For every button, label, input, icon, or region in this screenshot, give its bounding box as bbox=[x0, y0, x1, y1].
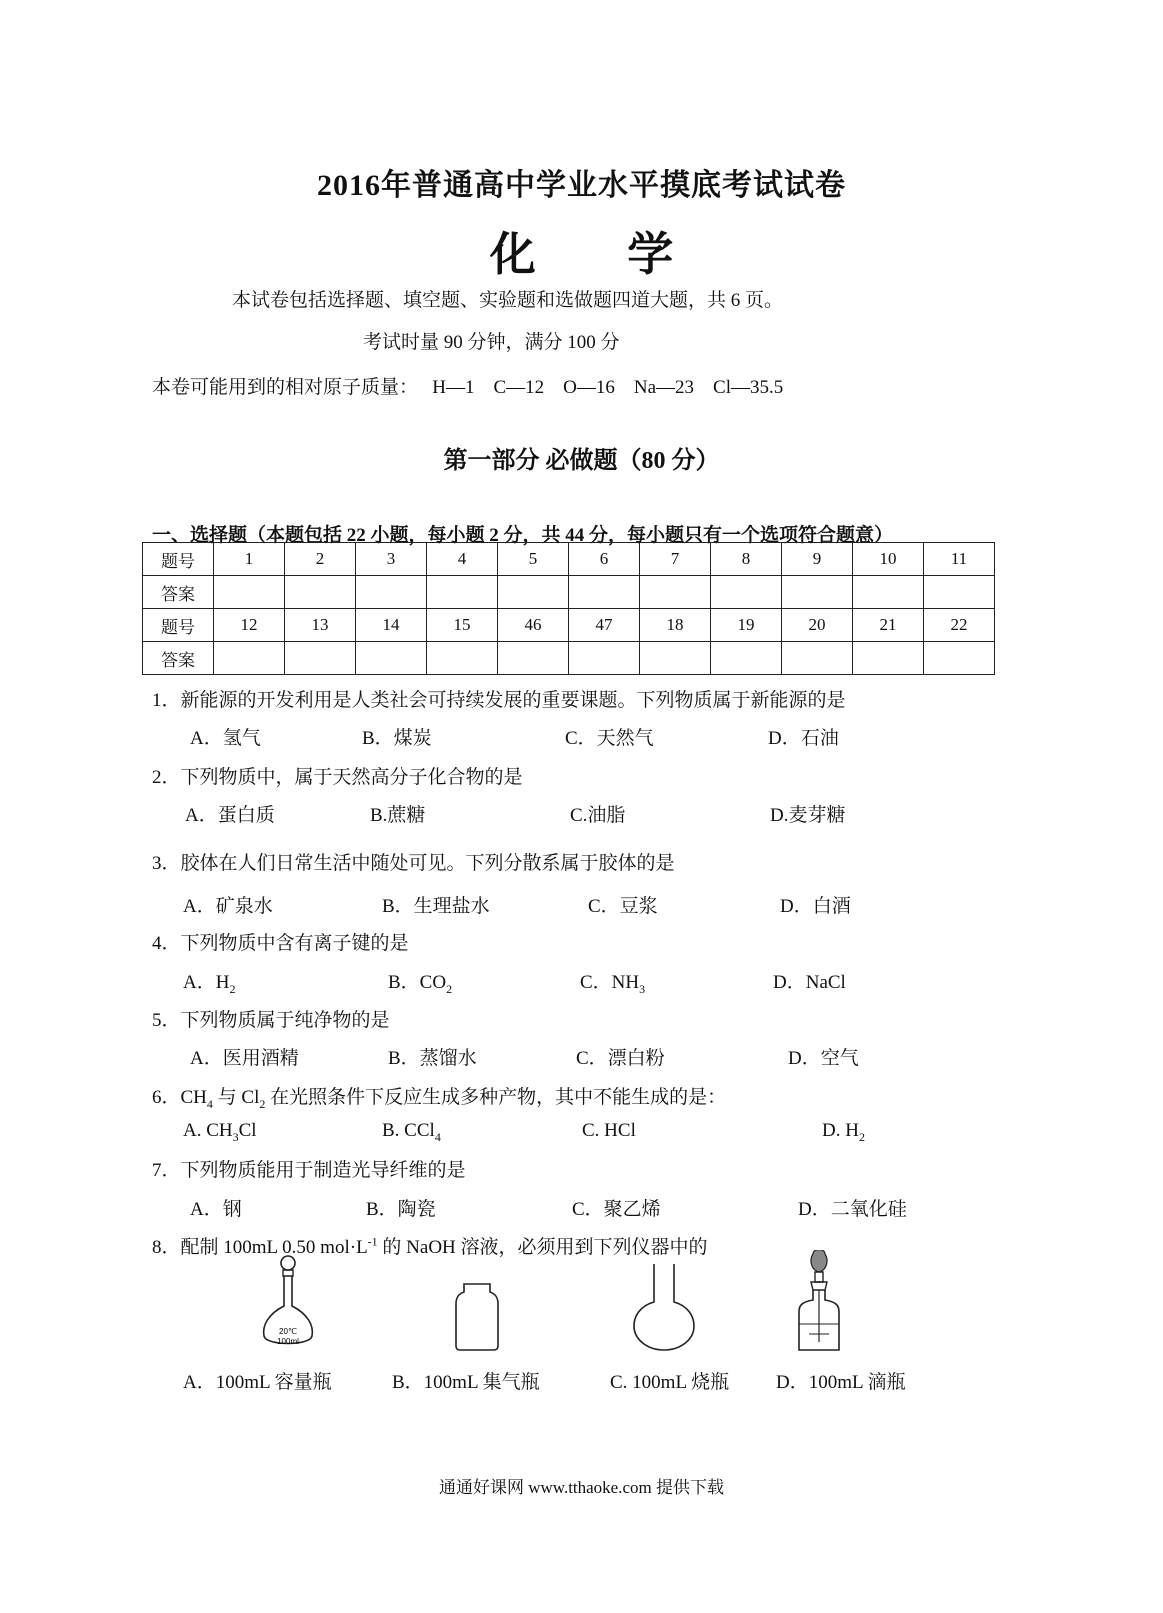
q4-option-a[interactable] bbox=[183, 967, 235, 997]
question-number-cell: 13 bbox=[285, 609, 356, 642]
table-row bbox=[143, 543, 995, 576]
question-number-cell: 11 bbox=[924, 543, 995, 576]
exam-title: 2016年普通高中学业水平摸底考试试卷 bbox=[317, 169, 846, 202]
dropper-bottle-icon bbox=[795, 1250, 843, 1354]
q4-option-d[interactable]: D．NaCl bbox=[773, 972, 846, 993]
part-one-title: 第一部分 必做题（80 分） bbox=[443, 448, 720, 474]
answer-cell[interactable] bbox=[640, 642, 711, 675]
question-number-cell: 47 bbox=[569, 609, 640, 642]
question-5-stem: 5．下列物质属于纯净物的是 bbox=[152, 1010, 390, 1031]
flask-temperature-label: 20℃ bbox=[279, 1327, 297, 1336]
row-label: 题号 bbox=[143, 543, 214, 576]
answer-cell[interactable] bbox=[782, 576, 853, 609]
answer-cell[interactable] bbox=[356, 576, 427, 609]
q7-option-b[interactable]: B．陶瓷 bbox=[366, 1199, 436, 1220]
answer-cell[interactable] bbox=[498, 642, 569, 675]
q4-option-c[interactable] bbox=[580, 967, 645, 997]
option-text: B. CCl bbox=[382, 1120, 435, 1141]
answer-table bbox=[142, 542, 995, 675]
table-row bbox=[143, 642, 995, 675]
answer-cell[interactable] bbox=[356, 642, 427, 675]
question-1-stem: 1．新能源的开发利用是人类社会可持续发展的重要课题。下列物质属于新能源的是 bbox=[152, 690, 846, 711]
atomic-mass-line: 本卷可能用到的相对原子质量： H—1 C—12 O—16 Na—23 Cl—35.5 bbox=[152, 377, 784, 398]
q6-option-d[interactable] bbox=[822, 1120, 865, 1145]
q5-option-c[interactable]: C．漂白粉 bbox=[576, 1048, 665, 1069]
round-bottom-flask-icon bbox=[632, 1262, 696, 1354]
subscript: 3 bbox=[639, 981, 646, 996]
q1-option-b[interactable]: B．煤炭 bbox=[362, 728, 432, 749]
section-one-title: 一、选择题（本题包括 22 小题，每小题 2 分，共 44 分，每小题只有一个选项符合题意） bbox=[152, 525, 894, 546]
row-label: 答案 bbox=[143, 642, 214, 675]
q8-option-a[interactable]: A．100mL 容量瓶 bbox=[183, 1372, 332, 1393]
subscript: 2 bbox=[229, 981, 236, 996]
option-text: Cl bbox=[238, 1120, 257, 1141]
question-number-cell: 20 bbox=[782, 609, 853, 642]
question-number-cell: 14 bbox=[356, 609, 427, 642]
q3-option-c[interactable]: C．豆浆 bbox=[588, 896, 658, 917]
q7-option-d[interactable]: D．二氧化硅 bbox=[798, 1199, 907, 1220]
stem-text: 8．配制 100mL 0.50 mol·L bbox=[152, 1237, 368, 1258]
option-text: D. H bbox=[822, 1120, 859, 1141]
question-number-cell: 7 bbox=[640, 543, 711, 576]
option-text: B．CO bbox=[388, 972, 447, 993]
question-number-cell: 12 bbox=[214, 609, 285, 642]
answer-cell[interactable] bbox=[285, 642, 356, 675]
q8-option-d[interactable]: D．100mL 滴瓶 bbox=[776, 1372, 906, 1393]
question-6-stem bbox=[152, 1082, 726, 1112]
question-number-cell: 6 bbox=[569, 543, 640, 576]
question-4-stem: 4．下列物质中含有离子键的是 bbox=[152, 933, 409, 954]
volumetric-flask-icon bbox=[258, 1254, 318, 1354]
flask-volume-label: 100ml bbox=[277, 1337, 299, 1346]
row-label: 题号 bbox=[143, 609, 214, 642]
question-3-stem: 3．胶体在人们日常生活中随处可见。下列分散系属于胶体的是 bbox=[152, 853, 675, 874]
subscript: 2 bbox=[446, 981, 453, 996]
gas-collection-jar-icon bbox=[454, 1282, 500, 1352]
option-text: A．H bbox=[183, 972, 230, 993]
subscript: 2 bbox=[259, 1096, 266, 1111]
question-8-stem bbox=[152, 1232, 708, 1259]
q6-option-a[interactable] bbox=[183, 1120, 257, 1145]
answer-cell[interactable] bbox=[924, 642, 995, 675]
q7-option-a[interactable]: A．钢 bbox=[190, 1199, 242, 1220]
question-number-cell: 9 bbox=[782, 543, 853, 576]
answer-cell[interactable] bbox=[427, 642, 498, 675]
intro-line-2: 考试时量 90 分钟，满分 100 分 bbox=[363, 332, 620, 353]
subscript: 3 bbox=[232, 1129, 239, 1144]
question-number-cell: 3 bbox=[356, 543, 427, 576]
question-7-stem: 7．下列物质能用于制造光导纤维的是 bbox=[152, 1160, 466, 1181]
question-number-cell: 5 bbox=[498, 543, 569, 576]
answer-cell[interactable] bbox=[214, 642, 285, 675]
q1-option-c[interactable]: C．天然气 bbox=[565, 728, 654, 749]
table-row bbox=[143, 576, 995, 609]
q5-option-d[interactable]: D．空气 bbox=[788, 1048, 859, 1069]
subscript: 4 bbox=[434, 1129, 441, 1144]
answer-cell[interactable] bbox=[427, 576, 498, 609]
answer-cell[interactable] bbox=[569, 576, 640, 609]
subject-title: 化 学 bbox=[489, 229, 714, 280]
intro-line-1: 本试卷包括选择题、填空题、实验题和选做题四道大题，共 6 页。 bbox=[232, 290, 784, 311]
option-text: A. CH bbox=[183, 1120, 233, 1141]
answer-cell[interactable] bbox=[569, 642, 640, 675]
footer-credit: 通通好课网 www.tthaoke.com 提供下载 bbox=[438, 1478, 725, 1497]
stem-text: 的 NaOH 溶液，必须用到下列仪器中的 bbox=[377, 1237, 708, 1258]
q7-option-c[interactable]: C．聚乙烯 bbox=[572, 1199, 661, 1220]
q2-option-d[interactable]: D.麦芽糖 bbox=[770, 805, 846, 826]
q5-option-a[interactable]: A．医用酒精 bbox=[190, 1048, 299, 1069]
stem-text: 6．CH bbox=[152, 1087, 207, 1108]
stem-text: 在光照条件下反应生成多种产物，其中不能生成的是： bbox=[265, 1087, 727, 1108]
superscript: -1 bbox=[367, 1234, 378, 1249]
question-number-cell: 18 bbox=[640, 609, 711, 642]
option-text: C．NH bbox=[580, 972, 640, 993]
q2-option-c[interactable]: C.油脂 bbox=[570, 805, 626, 826]
row-label: 答案 bbox=[143, 576, 214, 609]
q4-option-b[interactable] bbox=[388, 967, 452, 997]
question-number-cell: 22 bbox=[924, 609, 995, 642]
question-number-cell: 2 bbox=[285, 543, 356, 576]
answer-cell[interactable] bbox=[782, 642, 853, 675]
question-number-cell: 15 bbox=[427, 609, 498, 642]
q2-option-a[interactable]: A．蛋白质 bbox=[185, 805, 275, 826]
table-row bbox=[143, 609, 995, 642]
q5-option-b[interactable]: B．蒸馏水 bbox=[388, 1048, 477, 1069]
q2-option-b[interactable]: B.蔗糖 bbox=[370, 805, 426, 826]
q8-option-c[interactable]: C. 100mL 烧瓶 bbox=[610, 1372, 730, 1393]
q3-option-a[interactable]: A．矿泉水 bbox=[183, 896, 273, 917]
answer-cell[interactable] bbox=[711, 642, 782, 675]
answer-cell[interactable] bbox=[214, 576, 285, 609]
question-number-cell: 19 bbox=[711, 609, 782, 642]
q6-option-b[interactable] bbox=[382, 1120, 441, 1145]
question-number-cell: 4 bbox=[427, 543, 498, 576]
question-number-cell: 21 bbox=[853, 609, 924, 642]
q3-option-d[interactable]: D．白酒 bbox=[780, 896, 851, 917]
answer-cell[interactable] bbox=[853, 642, 924, 675]
subscript: 2 bbox=[858, 1129, 865, 1144]
subscript: 4 bbox=[206, 1096, 213, 1111]
question-2-stem: 2．下列物质中，属于天然高分子化合物的是 bbox=[152, 767, 523, 788]
q3-option-b[interactable]: B．生理盐水 bbox=[382, 896, 490, 917]
q8-option-b[interactable]: B．100mL 集气瓶 bbox=[392, 1372, 540, 1393]
q1-option-a[interactable]: A．氢气 bbox=[190, 728, 261, 749]
answer-cell[interactable] bbox=[711, 576, 782, 609]
answer-cell[interactable] bbox=[640, 576, 711, 609]
answer-cell[interactable] bbox=[285, 576, 356, 609]
answer-cell[interactable] bbox=[853, 576, 924, 609]
answer-cell[interactable] bbox=[498, 576, 569, 609]
q1-option-d[interactable]: D．石油 bbox=[768, 728, 839, 749]
stem-text: 与 Cl bbox=[212, 1087, 260, 1108]
question-number-cell: 46 bbox=[498, 609, 569, 642]
question-number-cell: 8 bbox=[711, 543, 782, 576]
question-number-cell: 1 bbox=[214, 543, 285, 576]
q6-option-c[interactable]: C. HCl bbox=[582, 1120, 636, 1141]
question-number-cell: 10 bbox=[853, 543, 924, 576]
answer-cell[interactable] bbox=[924, 576, 995, 609]
